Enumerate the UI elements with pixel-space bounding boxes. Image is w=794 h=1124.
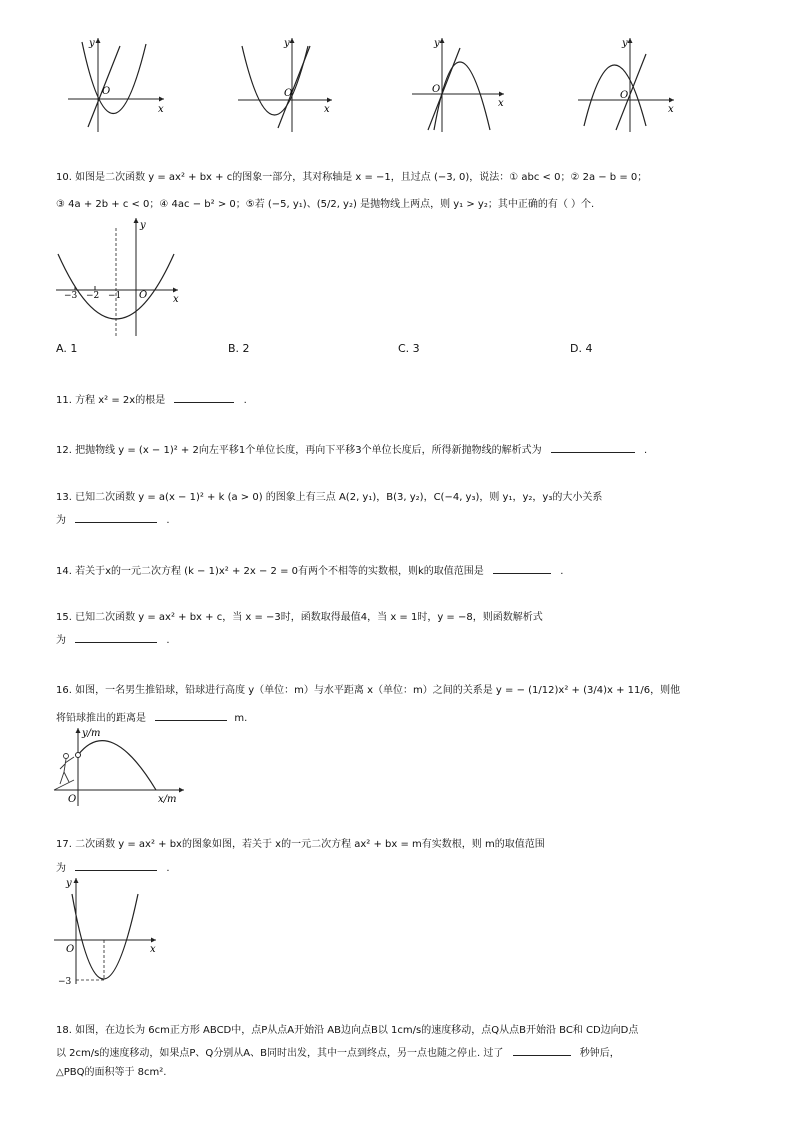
q10-graph bbox=[52, 214, 184, 338]
q17-line2-text: 为 bbox=[56, 863, 66, 874]
tick-label: −1 bbox=[108, 291, 122, 301]
q10-option-a: A. 1 bbox=[56, 342, 78, 355]
origin-label: O bbox=[68, 794, 77, 805]
q16-answer-blank[interactable] bbox=[155, 710, 227, 721]
q15-line1: 15. 已知二次函数 y = ax² + bx + c，当 x = −3时，函数取得最值4，当 x = 1时，y = −8，则函数解析式 bbox=[56, 612, 543, 623]
q11-end: . bbox=[243, 395, 247, 406]
origin-label: O bbox=[284, 88, 293, 99]
q18-answer-blank[interactable] bbox=[513, 1045, 571, 1056]
q16-graph bbox=[52, 724, 192, 808]
graph-option-3 bbox=[408, 34, 518, 134]
q17-end: . bbox=[166, 863, 170, 874]
q18-line1: 18. 如图，在边长为 6cm正方形 ABCD中，点P从点A开始沿 AB边向点B以 1cm/s的速度移动，点Q从点B开始沿 BC和 CD边向D点 bbox=[56, 1025, 639, 1036]
y-axis-label: y bbox=[434, 38, 440, 49]
q10-line1: 10. 如图是二次函数 y = ax² + bx + c的图象一部分，其对称轴是 x = −1，且过点 (−3, 0)，说法：① abc < 0；② 2a − b = 0； bbox=[56, 172, 648, 183]
tick-label: −2 bbox=[86, 291, 100, 301]
q18-line2-text: 以 2cm/s的速度移动，如果点P、Q分别从A、B同时出发，其中一点到终点，另一点也随之停止. 过了 bbox=[56, 1048, 504, 1059]
q10-line2: ③ 4a + 2b + c < 0；④ 4ac − b² > 0；⑤若 (−5, y₁)、(5/2, y₂) 是抛物线上两点，则 y₁ > y₂；其中正确的有（ ）个. bbox=[56, 199, 595, 210]
origin-label: O bbox=[432, 84, 441, 95]
q18-line2 bbox=[56, 1045, 620, 1061]
x-axis-label: x bbox=[150, 944, 156, 955]
q11-text: 11. 方程 x² = 2x的根是 bbox=[56, 395, 166, 406]
q16-line2-text: 将铅球推出的距离是 bbox=[56, 713, 146, 724]
q12-text: 12. 把抛物线 y = (x − 1)² + 2向左平移1个单位长度，再向下平移3个单位长度后，所得新抛物线的解析式为 bbox=[56, 445, 542, 456]
q18-line3: △PBQ的面积等于 8cm². bbox=[56, 1067, 167, 1078]
q12 bbox=[56, 442, 647, 458]
q11 bbox=[56, 392, 247, 408]
origin-label: O bbox=[139, 290, 148, 301]
x-axis-label: x bbox=[668, 104, 674, 115]
q15-answer-blank[interactable] bbox=[75, 632, 157, 643]
q15-end: . bbox=[166, 635, 170, 646]
x-axis-label: x/m bbox=[158, 794, 177, 805]
q10-option-d: D. 4 bbox=[570, 342, 593, 355]
shot-putter-icon bbox=[54, 754, 74, 791]
q12-answer-blank[interactable] bbox=[551, 442, 635, 453]
graph-option-1 bbox=[60, 34, 170, 134]
q13-end: . bbox=[166, 515, 170, 526]
y-axis-label: y bbox=[89, 38, 95, 49]
q15-line2-text: 为 bbox=[56, 635, 66, 646]
q14-end: . bbox=[560, 566, 564, 577]
origin-label: O bbox=[620, 90, 629, 101]
q16-line1: 16. 如图，一名男生推铅球，铅球进行高度 y（单位：m）与水平距离 x（单位：m）之间的关系是 y = − (1/12)x² + (3/4)x + 11/6，则他 bbox=[56, 685, 681, 696]
q10-option-b: B. 2 bbox=[228, 342, 250, 355]
q16-unit: m. bbox=[234, 713, 248, 724]
y-axis-label: y bbox=[622, 38, 628, 49]
y-axis-label: y bbox=[284, 38, 290, 49]
y-axis-label: y/m bbox=[82, 728, 101, 739]
q15-line2 bbox=[56, 632, 170, 648]
q12-end: . bbox=[643, 445, 648, 456]
q17-graph bbox=[52, 874, 164, 986]
graph-option-4 bbox=[574, 34, 684, 134]
q14-text: 14. 若关于x的一元二次方程 (k − 1)x² + 2x − 2 = 0有两个不相等的实数根，则k的取值范围是 bbox=[56, 566, 484, 577]
q14-answer-blank[interactable] bbox=[493, 563, 551, 574]
q10-option-c: C. 3 bbox=[398, 342, 420, 355]
q13-line2 bbox=[56, 512, 170, 528]
y-axis-label: y bbox=[140, 220, 146, 231]
x-axis-label: x bbox=[324, 104, 330, 115]
origin-label: O bbox=[102, 86, 111, 97]
min-value-label: −3 bbox=[58, 977, 72, 986]
graph-option-2 bbox=[232, 34, 342, 134]
y-axis-label: y bbox=[66, 878, 72, 889]
q18-line2-end: 秒钟后， bbox=[579, 1048, 620, 1059]
tick-label: −3 bbox=[64, 291, 78, 301]
q13-answer-blank[interactable] bbox=[75, 512, 157, 523]
q13-line1: 13. 已知二次函数 y = a(x − 1)² + k (a > 0) 的图象上有三点 A(2, y₁)，B(3, y₂)，C(−4, y₃)，则 y₁，y₂，y₃的大小关系 bbox=[56, 492, 603, 503]
q11-answer-blank[interactable] bbox=[174, 392, 234, 403]
x-axis-label: x bbox=[173, 294, 179, 305]
origin-label: O bbox=[66, 944, 75, 955]
x-axis-label: x bbox=[158, 104, 164, 115]
q17-line1: 17. 二次函数 y = ax² + bx的图象如图，若关于 x的一元二次方程 ax² + bx = m有实数根，则 m的取值范围 bbox=[56, 839, 545, 850]
q13-line2-text: 为 bbox=[56, 515, 66, 526]
q17-answer-blank[interactable] bbox=[75, 860, 157, 871]
q14 bbox=[56, 563, 563, 579]
x-axis-label: x bbox=[498, 98, 504, 109]
